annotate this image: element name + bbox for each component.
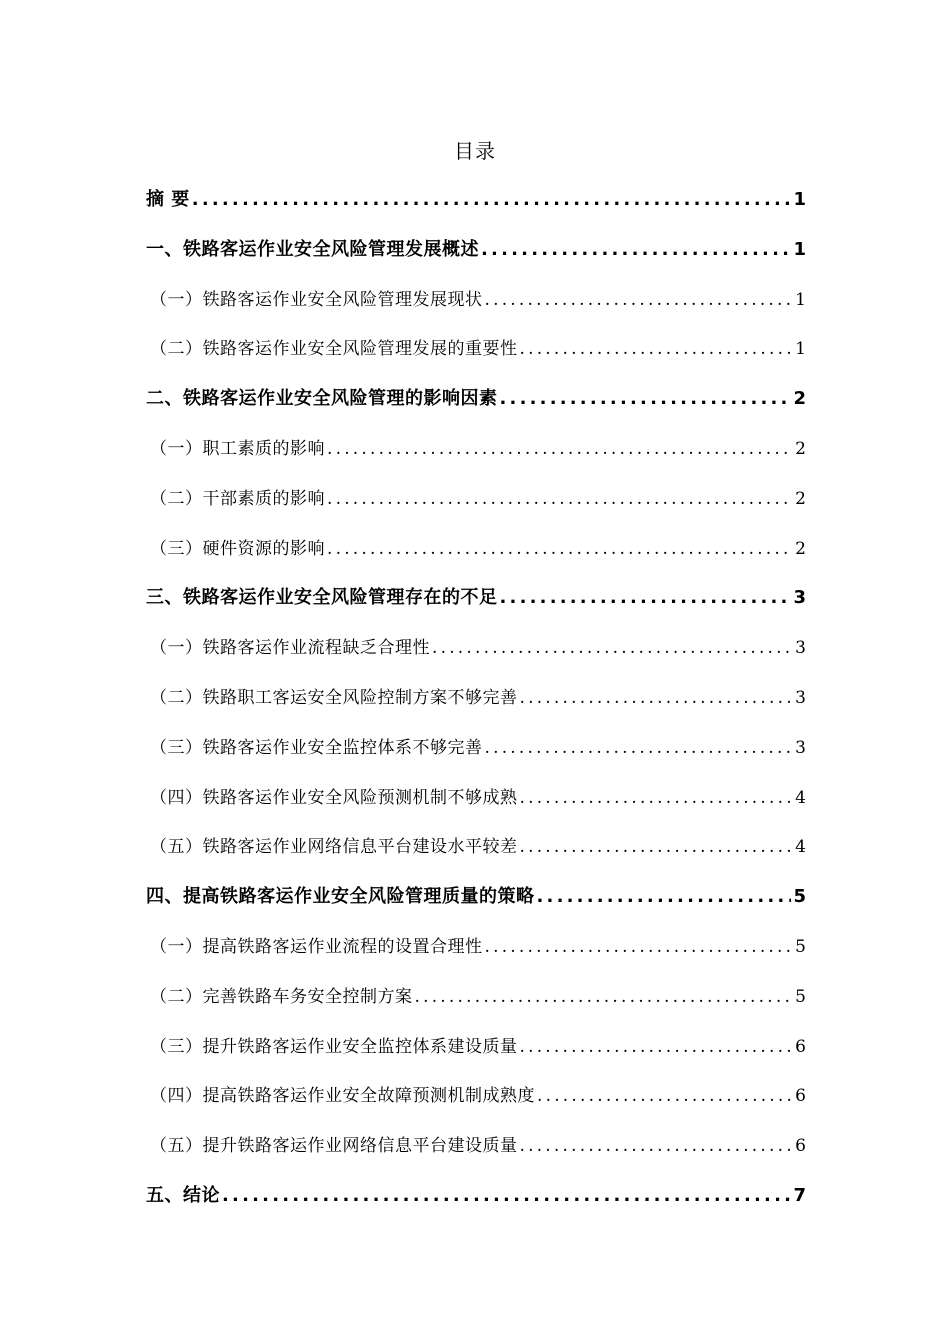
toc-leader-dots (485, 932, 793, 962)
toc-entry[interactable] (146, 185, 806, 235)
toc-entry-text: （一）铁路客运作业安全风险管理发展现状 (150, 289, 483, 310)
toc-leader-dots (415, 982, 793, 1012)
toc-entry-text: （三）硬件资源的影响 (150, 538, 325, 559)
toc-entry[interactable] (146, 982, 806, 1032)
toc-page-number: 6 (795, 1086, 806, 1107)
toc-leader-dots (432, 633, 792, 663)
toc-entry[interactable] (146, 534, 806, 584)
toc-entry-text: （四）铁路客运作业安全风险预测机制不够成熟 (150, 787, 518, 808)
toc-leader-dots (327, 434, 792, 464)
toc-leader-dots (520, 683, 793, 713)
toc-entry-text: （二）铁路职工客运安全风险控制方案不够完善 (150, 687, 518, 708)
toc-page-number: 5 (793, 886, 806, 908)
toc-entry-text: 三、铁路客运作业安全风险管理存在的不足 (146, 587, 498, 609)
toc-entry-text: 二、铁路客运作业安全风险管理的影响因素 (146, 388, 498, 410)
toc-entry[interactable] (146, 683, 806, 733)
toc-entry[interactable] (146, 235, 806, 285)
toc-page-number: 2 (795, 538, 806, 559)
toc-entry-text: （三）铁路客运作业安全监控体系不够完善 (150, 737, 483, 758)
table-of-contents (146, 185, 806, 1231)
toc-leader-dots (222, 1181, 791, 1211)
toc-entry-text: （三）提升铁路客运作业安全监控体系建设质量 (150, 1036, 518, 1057)
toc-page-number: 6 (795, 1136, 806, 1157)
toc-entry-text: 五、结论 (146, 1184, 220, 1206)
toc-page-number: 6 (795, 1036, 806, 1057)
toc-page-number: 1 (795, 339, 806, 360)
toc-entry-text: （二）干部素质的影响 (150, 488, 325, 509)
toc-page-number: 2 (795, 438, 806, 459)
toc-page-number: 7 (793, 1184, 806, 1206)
toc-leader-dots (481, 235, 791, 265)
toc-leader-dots (500, 384, 792, 414)
toc-page-number: 3 (795, 737, 806, 758)
toc-leader-dots (520, 1131, 793, 1161)
toc-entry[interactable] (146, 384, 806, 434)
toc-page-number: 1 (793, 238, 806, 260)
toc-entry-text: （四）提高铁路客运作业安全故障预测机制成熟度 (150, 1086, 535, 1107)
toc-leader-dots (520, 334, 793, 364)
toc-entry[interactable] (146, 285, 806, 335)
toc-leader-dots (520, 1032, 793, 1062)
toc-entry[interactable] (146, 1181, 806, 1231)
toc-entry-text: （五）铁路客运作业网络信息平台建设水平较差 (150, 837, 518, 858)
toc-leader-dots (192, 185, 792, 215)
toc-entry[interactable] (146, 832, 806, 882)
toc-entry-text: 摘 要 (146, 189, 190, 210)
toc-page-number: 2 (793, 388, 806, 410)
toc-page-number: 3 (795, 638, 806, 659)
toc-entry[interactable] (146, 334, 806, 384)
toc-entry-text: （一）提高铁路客运作业流程的设置合理性 (150, 936, 483, 957)
toc-entry[interactable] (146, 733, 806, 783)
toc-entry-text: （一）职工素质的影响 (150, 438, 325, 459)
toc-entry[interactable] (146, 1081, 806, 1131)
toc-leader-dots (485, 285, 793, 315)
toc-page-number: 4 (795, 787, 806, 808)
toc-entry-text: （五）提升铁路客运作业网络信息平台建设质量 (150, 1136, 518, 1157)
toc-entry-text: 四、提高铁路客运作业安全风险管理质量的策略 (146, 886, 535, 908)
toc-page-number: 2 (795, 488, 806, 509)
toc-leader-dots (520, 783, 793, 813)
toc-entry[interactable] (146, 633, 806, 683)
toc-page-number: 3 (795, 687, 806, 708)
toc-entry[interactable] (146, 484, 806, 534)
toc-leader-dots (500, 583, 792, 613)
toc-leader-dots (327, 484, 792, 514)
toc-entry[interactable] (146, 932, 806, 982)
toc-entry[interactable] (146, 1131, 806, 1181)
toc-leader-dots (485, 733, 793, 763)
toc-entry-text: （二）铁路客运作业安全风险管理发展的重要性 (150, 339, 518, 360)
toc-leader-dots (520, 832, 793, 862)
toc-entry[interactable] (146, 583, 806, 633)
toc-title: 目录 (454, 139, 496, 163)
toc-entry-text: （一）铁路客运作业流程缺乏合理性 (150, 638, 430, 659)
toc-entry[interactable] (146, 783, 806, 833)
toc-leader-dots (537, 882, 792, 912)
toc-page-number: 5 (795, 986, 806, 1007)
toc-entry[interactable] (146, 1032, 806, 1082)
toc-entry[interactable] (146, 882, 806, 932)
toc-page-number: 1 (795, 289, 806, 310)
toc-page-number: 3 (793, 587, 806, 609)
toc-entry-text: （二）完善铁路车务安全控制方案 (150, 986, 413, 1007)
toc-page-number: 4 (795, 837, 806, 858)
toc-entry[interactable] (146, 434, 806, 484)
toc-leader-dots (537, 1081, 792, 1111)
toc-leader-dots (327, 534, 792, 564)
toc-page-number: 5 (795, 936, 806, 957)
toc-entry-text: 一、铁路客运作业安全风险管理发展概述 (146, 238, 479, 260)
toc-page-number: 1 (793, 189, 806, 210)
